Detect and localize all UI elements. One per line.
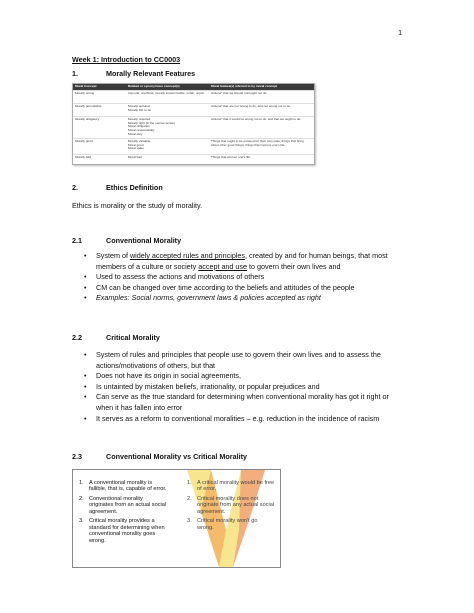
item-number: 2. xyxy=(79,496,84,502)
table-cell: Actions* that it would be wrong not to do; and that we ought to do. xyxy=(211,116,302,121)
section-2-heading xyxy=(72,183,163,192)
section-title: Conventional Morality vs Critical Morality xyxy=(106,452,247,461)
table-cell: Immoral, unethical, morally impermissible, unfair, unjust xyxy=(128,90,204,95)
comparison-box xyxy=(72,469,281,568)
section-2-3-heading xyxy=(72,452,247,461)
table-cell: Morally required Morally right (in the narrow sense) Moral obligation Moral responsibility Moral duty xyxy=(128,116,175,136)
conventional-points-list xyxy=(79,480,167,547)
section-title: Morally Relevant Features xyxy=(106,69,196,78)
table-cell: Things that worsen one's life. xyxy=(211,154,251,159)
item-text: Critical morality does not originate from any actual social agreement. xyxy=(197,496,275,515)
list-item: • CM can be changed over time according to the beliefs and attitudes of the people xyxy=(82,283,406,294)
section-2-1-heading xyxy=(72,236,181,245)
item-number: 1. xyxy=(187,480,192,486)
table-row xyxy=(73,116,314,138)
list-item: • System of rules and principles that people use to govern their own lives and to assess the actions/motivations of others, but that xyxy=(82,350,406,371)
section-1-heading xyxy=(72,69,195,78)
table-row xyxy=(73,138,314,154)
ethics-definition-text: Ethics is morality or the study of morality. xyxy=(72,201,203,210)
underlined-phrase: widely accepted rules and principles xyxy=(129,251,246,260)
list-item: • It serves as a reform to conventional moralities – e.g. reduction in the incidence of racism xyxy=(82,414,406,425)
table-cell: Actions* that are not wrong to do, and not wrong not to do. xyxy=(211,103,291,108)
critical-morality-list xyxy=(82,350,406,424)
section-title: Conventional Morality xyxy=(106,236,182,245)
page-number: 1 xyxy=(398,28,403,37)
item-number: 2. xyxy=(187,496,192,502)
item-text: A critical morality would be free of error. xyxy=(197,480,275,493)
comparison-item xyxy=(79,518,167,544)
table-cell: Morally good xyxy=(75,138,93,143)
underlined-phrase: accept and use xyxy=(198,261,248,271)
item-number: 3. xyxy=(79,518,84,525)
section-2-2-heading xyxy=(72,333,160,342)
list-item: • Used to assess the actions and motivations of others xyxy=(82,272,406,283)
section-title: Ethics Definition xyxy=(106,183,163,192)
text-run: to govern their own lives and xyxy=(247,261,341,271)
column-header: Moral Concept xyxy=(75,84,97,88)
item-number: 1. xyxy=(79,480,84,486)
comparison-item xyxy=(187,496,275,515)
section-title: Critical Morality xyxy=(106,333,160,342)
section-number: 2.2 xyxy=(72,333,82,342)
table-cell: Morally permissible xyxy=(75,103,102,108)
table-cell: Morally valuable Moral good Moral value xyxy=(128,138,151,151)
table-cell: Morally obligatory xyxy=(75,116,100,121)
column-header: Moral feature(s) referred to by moral concept xyxy=(211,84,278,88)
list-item: • Can serve as the true standard for determining when conventional morality has got it right or when it has fallen into error xyxy=(82,392,406,413)
column-header: Related or synonymous concept(s) xyxy=(128,84,180,88)
comparison-item xyxy=(187,480,275,493)
table-cell: Morally wrong xyxy=(75,90,95,95)
critical-points-list xyxy=(187,480,275,534)
section-number: 2. xyxy=(72,183,78,192)
table-cell: Moral bad xyxy=(128,154,142,159)
section-number: 2.1 xyxy=(72,236,82,245)
comparison-item xyxy=(187,518,275,531)
table-row xyxy=(73,103,314,116)
list-item: • Is untainted by mistaken beliefs, irrationality, or popular prejudices and xyxy=(82,382,406,393)
comparison-item xyxy=(79,496,167,515)
table-cell: Things that ought to be pursued for their own sake; things that bring about other good things; things that improve one's life. xyxy=(211,138,304,147)
comparison-item xyxy=(79,480,167,493)
table-row xyxy=(73,154,314,164)
table-row xyxy=(73,90,314,103)
table-cell: Morally optional Morally OK to do xyxy=(128,103,152,112)
item-text: A conventional morality is fallible, that is, capable of error. xyxy=(89,480,167,493)
item-number: 3. xyxy=(187,518,192,525)
table-header xyxy=(73,84,314,90)
section-number: 1. xyxy=(72,69,78,78)
text-run: System of xyxy=(96,251,130,260)
text-run: , created by and for human beings, that most members of a culture or society xyxy=(96,251,388,271)
list-item: • Does not have its origin in social agreements, xyxy=(82,371,406,382)
section-number: 2.3 xyxy=(72,452,82,461)
item-text: Critical morality provides a standard for determining when conventional morality goes wrong. xyxy=(89,518,165,544)
moral-concepts-table xyxy=(72,83,315,165)
list-item xyxy=(82,251,406,272)
table-cell: Morally bad xyxy=(75,154,91,159)
conventional-morality-list xyxy=(82,251,406,304)
document-title: Week 1: Introduction to CC0003 xyxy=(72,55,181,64)
table-cell: Actions* that we should not/ought not do. xyxy=(211,90,268,95)
list-item: • Examples: Social norms, government laws & policies accepted as right xyxy=(82,293,406,304)
item-text: Conventional morality originates from an actual social agreement. xyxy=(89,496,167,515)
item-text: Critical morality won't go wrong. xyxy=(197,518,258,531)
